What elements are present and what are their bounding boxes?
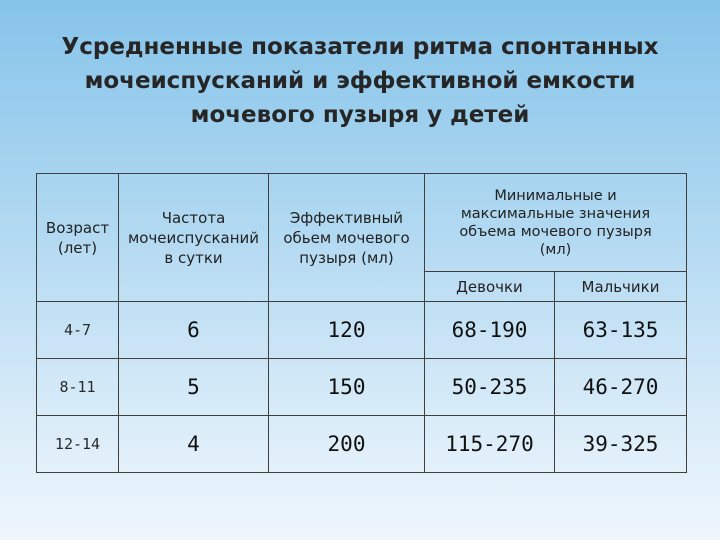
header-frequency-line-3: в сутки — [164, 248, 223, 267]
header-frequency-line-1: Частота — [161, 208, 226, 227]
header-volume-line-3: пузыря (мл) — [299, 248, 394, 267]
header-minmax-line-3: объема мочевого пузыря — [459, 223, 652, 240]
cell-frequency: 6 — [119, 302, 269, 359]
cell-volume: 200 — [269, 416, 425, 473]
header-minmax-line-2: максимальные значения — [460, 205, 651, 222]
cell-volume: 120 — [269, 302, 425, 359]
cell-volume: 150 — [269, 359, 425, 416]
header-minmax-line-1: Минимальные и — [494, 187, 617, 204]
header-minmax-line-4: (мл) — [539, 241, 572, 258]
header-boys: Мальчики — [555, 272, 687, 302]
title-line-3: мочевого пузыря у детей — [190, 102, 530, 128]
title-line-1: Усредненные показатели ритма спонтанных — [61, 34, 659, 60]
table-row — [37, 359, 687, 416]
cell-boys: 63-135 — [555, 302, 687, 359]
header-volume-line-1: Эффективный — [289, 208, 404, 227]
header-age-line-2: (лет) — [57, 238, 98, 257]
cell-age: 4-7 — [37, 302, 119, 359]
header-girls: Девочки — [425, 272, 555, 302]
bladder-stats-table — [36, 173, 687, 473]
header-frequency — [119, 174, 269, 302]
title-line-2: мочеиспусканий и эффективной емкости — [84, 68, 636, 94]
slide-title — [0, 30, 720, 132]
cell-girls: 115-270 — [425, 416, 555, 473]
header-volume — [269, 174, 425, 302]
cell-boys: 39-325 — [555, 416, 687, 473]
cell-frequency: 4 — [119, 416, 269, 473]
table-row — [37, 416, 687, 473]
header-age — [37, 174, 119, 302]
header-age-line-1: Возраст — [45, 218, 110, 237]
header-frequency-line-2: мочеиспусканий — [127, 228, 260, 247]
cell-girls: 68-190 — [425, 302, 555, 359]
cell-age: 8-11 — [37, 359, 119, 416]
cell-girls: 50-235 — [425, 359, 555, 416]
header-volume-line-2: обьем мочевого — [283, 228, 410, 247]
cell-frequency: 5 — [119, 359, 269, 416]
table-row — [37, 302, 687, 359]
cell-age: 12-14 — [37, 416, 119, 473]
cell-boys: 46-270 — [555, 359, 687, 416]
header-minmax — [425, 174, 687, 272]
